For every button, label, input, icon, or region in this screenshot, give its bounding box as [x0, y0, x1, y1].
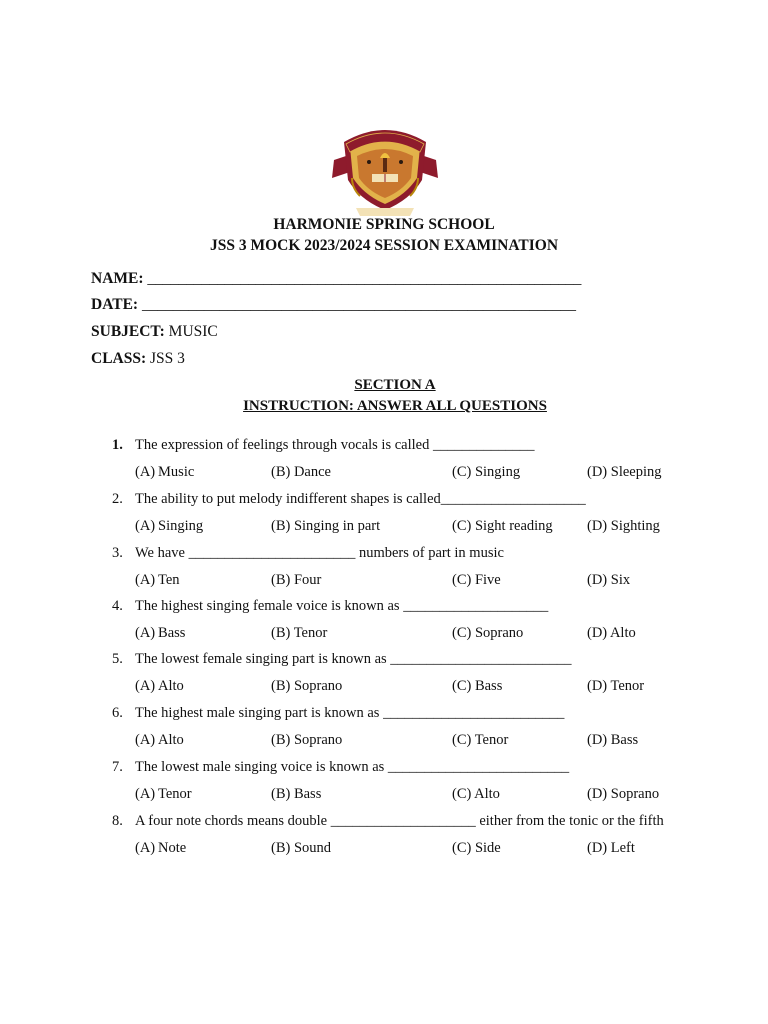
- question-item: [0, 813, 768, 833]
- class-value: JSS 3: [150, 350, 185, 367]
- question-number: 4.: [112, 598, 123, 614]
- option-row: [0, 464, 768, 484]
- question-item: [0, 705, 768, 725]
- option-row: [0, 732, 768, 752]
- class-label: CLASS:: [91, 350, 147, 367]
- question-item: [0, 759, 768, 779]
- school-crest-logo: [330, 120, 440, 218]
- option-row: [0, 518, 768, 538]
- option-d: (D) Bass: [587, 732, 639, 748]
- option-b: (B) Singing in part: [271, 518, 381, 534]
- question-number: 6.: [112, 705, 123, 721]
- option-row: [0, 840, 768, 860]
- option-a: (A) Tenor: [135, 786, 192, 802]
- option-c: (C) Singing: [452, 464, 521, 480]
- question-text: The ability to put melody indifferent shapes is called____________________: [135, 491, 586, 507]
- question-text: The lowest female singing part is known as _________________________: [135, 651, 572, 667]
- question-item: [0, 437, 768, 457]
- option-c: (C) Sight reading: [452, 518, 553, 534]
- class-field: [91, 350, 185, 368]
- option-d: (D) Left: [587, 840, 635, 856]
- question-number: 1.: [112, 437, 123, 453]
- option-c: (C) Five: [452, 572, 501, 588]
- question-item: [0, 651, 768, 671]
- subject-label: SUBJECT:: [91, 323, 165, 340]
- question-text: The expression of feelings through vocals is called ______________: [135, 437, 535, 453]
- option-c: (C) Alto: [452, 786, 500, 802]
- question-text: A four note chords means double ____________________ either from the tonic or the fifth: [135, 813, 664, 829]
- option-b: (B) Four: [271, 572, 322, 588]
- option-d: (D) Tenor: [587, 678, 645, 694]
- date-label: DATE:: [91, 296, 139, 313]
- option-d: (D) Soprano: [587, 786, 660, 802]
- question-item: [0, 598, 768, 618]
- option-b: (B) Tenor: [271, 625, 328, 641]
- question-text: The highest male singing part is known as _________________________: [135, 705, 565, 721]
- question-number: 2.: [112, 491, 123, 507]
- question-number: 5.: [112, 651, 123, 667]
- name-line: ________________________________________________________: [147, 270, 582, 287]
- option-d: (D) Sighting: [587, 518, 660, 534]
- option-b: (B) Bass: [271, 786, 322, 802]
- option-b: (B) Sound: [271, 840, 332, 856]
- option-a: (A) Ten: [135, 572, 180, 588]
- school-name: HARMONIE SPRING SCHOOL: [273, 216, 495, 233]
- option-a: (A) Singing: [135, 518, 204, 534]
- subject-field: [91, 323, 218, 341]
- option-a: (A) Note: [135, 840, 187, 856]
- exam-title: JSS 3 MOCK 2023/2024 SESSION EXAMINATION: [209, 237, 559, 254]
- option-c: (C) Bass: [452, 678, 503, 694]
- section-title: SECTION A: [354, 377, 436, 393]
- option-c: (C) Soprano: [452, 625, 524, 641]
- option-b: (B) Dance: [271, 464, 331, 480]
- question-number: 7.: [112, 759, 123, 775]
- option-row: [0, 625, 768, 645]
- name-label: NAME:: [91, 270, 144, 287]
- option-a: (A) Alto: [135, 678, 184, 694]
- option-row: [0, 678, 768, 698]
- question-text: The highest singing female voice is known as ____________________: [135, 598, 549, 614]
- option-c: (C) Side: [452, 840, 501, 856]
- date-field: [91, 296, 576, 314]
- option-a: (A) Alto: [135, 732, 184, 748]
- question-text: The lowest male singing voice is known as _________________________: [135, 759, 570, 775]
- option-row: [0, 786, 768, 806]
- subject-value: MUSIC: [168, 323, 218, 340]
- option-a: (A) Bass: [135, 625, 186, 641]
- question-item: [0, 545, 768, 565]
- option-d: (D) Sleeping: [587, 464, 662, 480]
- option-d: (D) Six: [587, 572, 631, 588]
- option-c: (C) Tenor: [452, 732, 509, 748]
- option-row: [0, 572, 768, 592]
- option-b: (B) Soprano: [271, 678, 343, 694]
- section-instruction: INSTRUCTION: ANSWER ALL QUESTIONS: [243, 398, 547, 414]
- question-text: We have _______________________ numbers of part in music: [135, 545, 504, 561]
- name-field: [91, 270, 581, 288]
- question-number: 8.: [112, 813, 123, 829]
- option-d: (D) Alto: [587, 625, 636, 641]
- question-item: [0, 491, 768, 511]
- option-a: (A) Music: [135, 464, 195, 480]
- option-b: (B) Soprano: [271, 732, 343, 748]
- question-number: 3.: [112, 545, 123, 561]
- date-line: ________________________________________________________: [141, 296, 576, 313]
